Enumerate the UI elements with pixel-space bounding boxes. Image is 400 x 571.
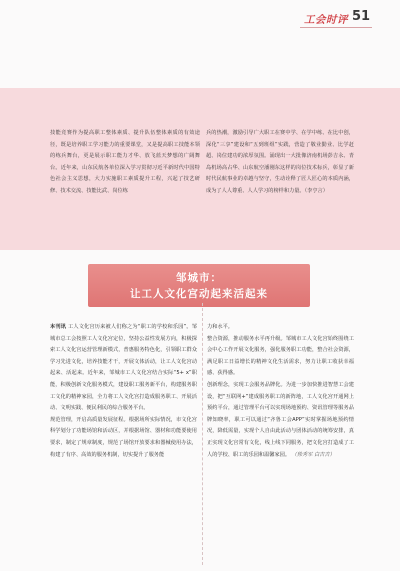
article-paragraph: 规范管理，开启高质量发展征程。根据场所实际情况，市文化宫科学划分了功能场馆和活动区，并根据场馆、器材和功能要使用要求，制定了规章制度，规范了场馆开放要求和器械使用办法，构建了有序、高效的服务机制，切实提升了服务能 [50,416,197,458]
article-title-line-2: 让工人文化宫动起来活起来 [130,288,268,300]
column-divider [202,303,203,565]
article-lead: 本刊讯 [50,324,67,330]
article-paragraph [50,322,197,415]
article-column-left [50,322,197,461]
article-paragraph: 力和水平。 [207,324,233,330]
page-number: 51 [352,9,371,24]
article-text: 创新理念，实现工会服务品牌化。为进一步加快推进智慧工会建设，把“互联网+”建成服务职工的新阵地，工人文化宫开通网上预约平台，通过管理平台可以实现场地预约、资讯管理等服务品牌知晓率，职工可以通过“齐鲁工会APP”实时掌握场地预约情况，降低需量，实现个人自由此活动与团体活动的统筹安排，真正实现文化宫常有文化，线上线下同服务，把文化宫打造成了工人的学校、职工的乐园和温馨家园。 [207,381,354,458]
article-title-line-1: 邹城市： [176,272,222,284]
article-column-right [207,322,354,461]
commentary-column-1: 技能竞赛作为提高职工整体素质、提升队伍整体素质的有效途径，既是培养职工学习能力的重要课堂，又是提高职工技能本领的练兵舞台，更是展示职工能力才华、放飞蓝天梦想的广阔舞台。近年来，山东民航各单位深入学习贯彻习近平新时代中国特色社会主义思想，大力实施职工素质提升工程，兴起了技艺研修、技术交流、技能比武、岗位练 [50,130,200,194]
header-divider [300,27,372,28]
article-author: （徐秀军 白吉吉） [291,451,335,458]
article-text: 工人文化宫历来被人们称之为“职工的学校和乐园”。邹城市总工会按照工人文化宫定位，坚持公益性发展方向，积极探索工人文化宫运营管理新模式，普惠服务特色化，引领职工群众学习先进文化，培养技能才干，开展文体活动，让工人文化宫动起来、活起来。近年来，邹城市工人文化宫结合实际“5+ x”职能，积极创新文化服务模式，建设职工服务新平台，构建服务职工文化的精神家园，全力将工人文化宫打造成服务职工、开展活动、文明实践、便民利民的综合服务平台。 [50,324,197,412]
section-title: 工会时评 [304,14,348,26]
article-paragraph: 整合资源，推动服务水平再升级。邹城市工人文化宫始终围绕工会中心工作开展文化服务，强化服务职工功能，整合社会资源，满足职工日益增长的精神文化生活需求，努力让职工收获幸福感、获得感。 [207,335,354,377]
article-paragraph [207,380,354,461]
article-title-banner [88,264,310,307]
commentary-column-2: 兵的热潮，激励引导广大职工在赛中学、在学中练、在比中创，深化“三享”建设和“五到班组”实践，营造了敬业勤业、比学赶超、岗位建功的浓厚氛围。涌现出一大批像济南机场彭吉永、青岛机场高占华、山东航空潘刚东这样的岗位技术标兵，彰显了新时代民航事业的卓越与坚守，生动诠释了匠人匠心的本质内涵，成为了人人尊重、人人学习的榜样和力量。（李亨言） [206,130,354,194]
